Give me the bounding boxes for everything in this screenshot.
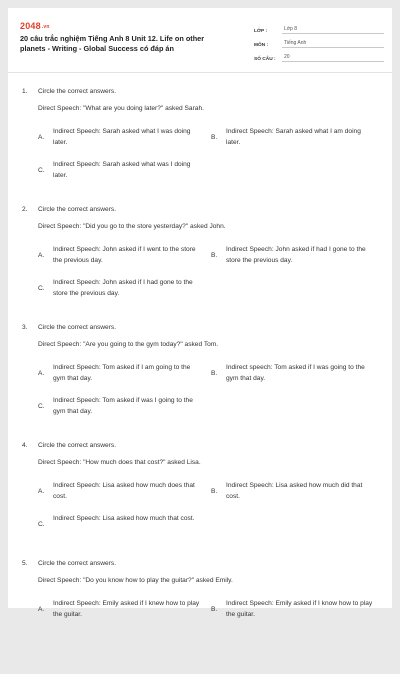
option-letter: A. bbox=[38, 252, 45, 259]
question-instruction: Circle the correct answers. bbox=[38, 206, 117, 213]
option-text: Indirect Speech: Lisa asked how much that cost. bbox=[53, 515, 195, 522]
question-1 bbox=[8, 84, 392, 202]
meta-row-count bbox=[254, 49, 384, 62]
option-text: Indirect Speech: Sarah asked what was I doing later. bbox=[53, 161, 191, 179]
option-text: Indirect Speech: John asked if I had gone to the store the previous day. bbox=[53, 279, 193, 297]
direct-speech: Direct Speech: "Do you know how to play the guitar?" asked Emily. bbox=[38, 577, 233, 584]
option-letter: C. bbox=[38, 285, 45, 292]
logo-text: 2048 bbox=[20, 21, 41, 31]
question-list bbox=[8, 84, 392, 674]
meta-row-grade bbox=[254, 21, 384, 34]
question-heading bbox=[22, 206, 116, 213]
question-number: 1. bbox=[22, 88, 28, 95]
option-letter: A. bbox=[38, 370, 45, 377]
page-title: 20 câu trắc nghiệm Tiếng Anh 8 Unit 12. Life on other planets - Writing - Global Success có đáp án bbox=[20, 34, 205, 53]
worksheet-meta bbox=[254, 21, 384, 63]
option-letter: B. bbox=[211, 488, 218, 495]
meta-label: MÔN : bbox=[254, 42, 269, 48]
option-text: Indirect Speech: Lisa asked how much did that cost. bbox=[226, 482, 363, 500]
question-instruction: Circle the correct answers. bbox=[38, 442, 117, 449]
question-3 bbox=[8, 320, 392, 438]
question-instruction: Circle the correct answers. bbox=[38, 324, 117, 331]
option-letter: C. bbox=[38, 521, 45, 528]
question-number: 3. bbox=[22, 324, 28, 331]
option-text: Indirect Speech: John asked if had I gone to the store the previous day. bbox=[226, 246, 366, 264]
option-letter: C. bbox=[38, 403, 45, 410]
question-instruction: Circle the correct answers. bbox=[38, 560, 117, 567]
meta-value: 20 bbox=[282, 54, 384, 62]
worksheet-page bbox=[8, 8, 392, 618]
direct-speech: Direct Speech: "How much does that cost?" asked Lisa. bbox=[38, 459, 201, 466]
meta-value: Lớp 8 bbox=[282, 26, 384, 34]
question-heading bbox=[22, 88, 116, 95]
direct-speech: Direct Speech: "What are you doing later?" asked Sarah. bbox=[38, 105, 204, 112]
meta-row-subject bbox=[254, 35, 384, 48]
question-number: 5. bbox=[22, 560, 28, 567]
question-4 bbox=[8, 438, 392, 556]
question-heading bbox=[22, 324, 116, 331]
option-text: Indirect Speech: Sarah asked what I was doing later. bbox=[53, 128, 191, 146]
option-text: Indirect Speech: John asked if I went to the store the previous day. bbox=[53, 246, 196, 264]
meta-label: SỐ CÂU : bbox=[254, 56, 276, 62]
option-letter: C. bbox=[38, 167, 45, 174]
question-2 bbox=[8, 202, 392, 320]
direct-speech: Direct Speech: "Are you going to the gym today?" asked Tom. bbox=[38, 341, 219, 348]
question-heading bbox=[22, 442, 116, 449]
direct-speech: Direct Speech: "Did you go to the store yesterday?" asked John. bbox=[38, 223, 226, 230]
meta-label: LỚP : bbox=[254, 28, 268, 34]
worksheet-header bbox=[8, 8, 392, 70]
logo-suffix: .vn bbox=[41, 24, 50, 30]
option-text: Indirect Speech: Tom asked if I am going to the gym that day. bbox=[53, 364, 191, 382]
option-letter: A. bbox=[38, 606, 45, 613]
header-divider bbox=[8, 72, 392, 73]
option-letter: B. bbox=[211, 606, 218, 613]
meta-value: Tiếng Anh bbox=[282, 40, 384, 48]
site-logo[interactable] bbox=[20, 21, 50, 31]
option-text: Indirect speech: Tom asked if I was going to the gym that day. bbox=[226, 364, 365, 382]
option-text: Indirect Speech: Sarah asked what I am doing later. bbox=[226, 128, 361, 146]
question-instruction: Circle the correct answers. bbox=[38, 88, 117, 95]
question-heading bbox=[22, 560, 116, 567]
option-letter: B. bbox=[211, 134, 218, 141]
option-letter: A. bbox=[38, 488, 45, 495]
option-text: Indirect Speech: Emily asked if I know how to play the guitar. bbox=[226, 600, 373, 618]
question-5 bbox=[8, 556, 392, 674]
option-text: Indirect Speech: Emily asked if I knew how to play the guitar. bbox=[53, 600, 200, 618]
option-letter: B. bbox=[211, 252, 218, 259]
option-letter: B. bbox=[211, 370, 218, 377]
option-text: Indirect Speech: Tom asked if was I going to the gym that day. bbox=[53, 397, 193, 415]
option-letter: A. bbox=[38, 134, 45, 141]
question-number: 4. bbox=[22, 442, 28, 449]
option-text: Indirect Speech: Lisa asked how much does that cost. bbox=[53, 482, 195, 500]
question-number: 2. bbox=[22, 206, 28, 213]
